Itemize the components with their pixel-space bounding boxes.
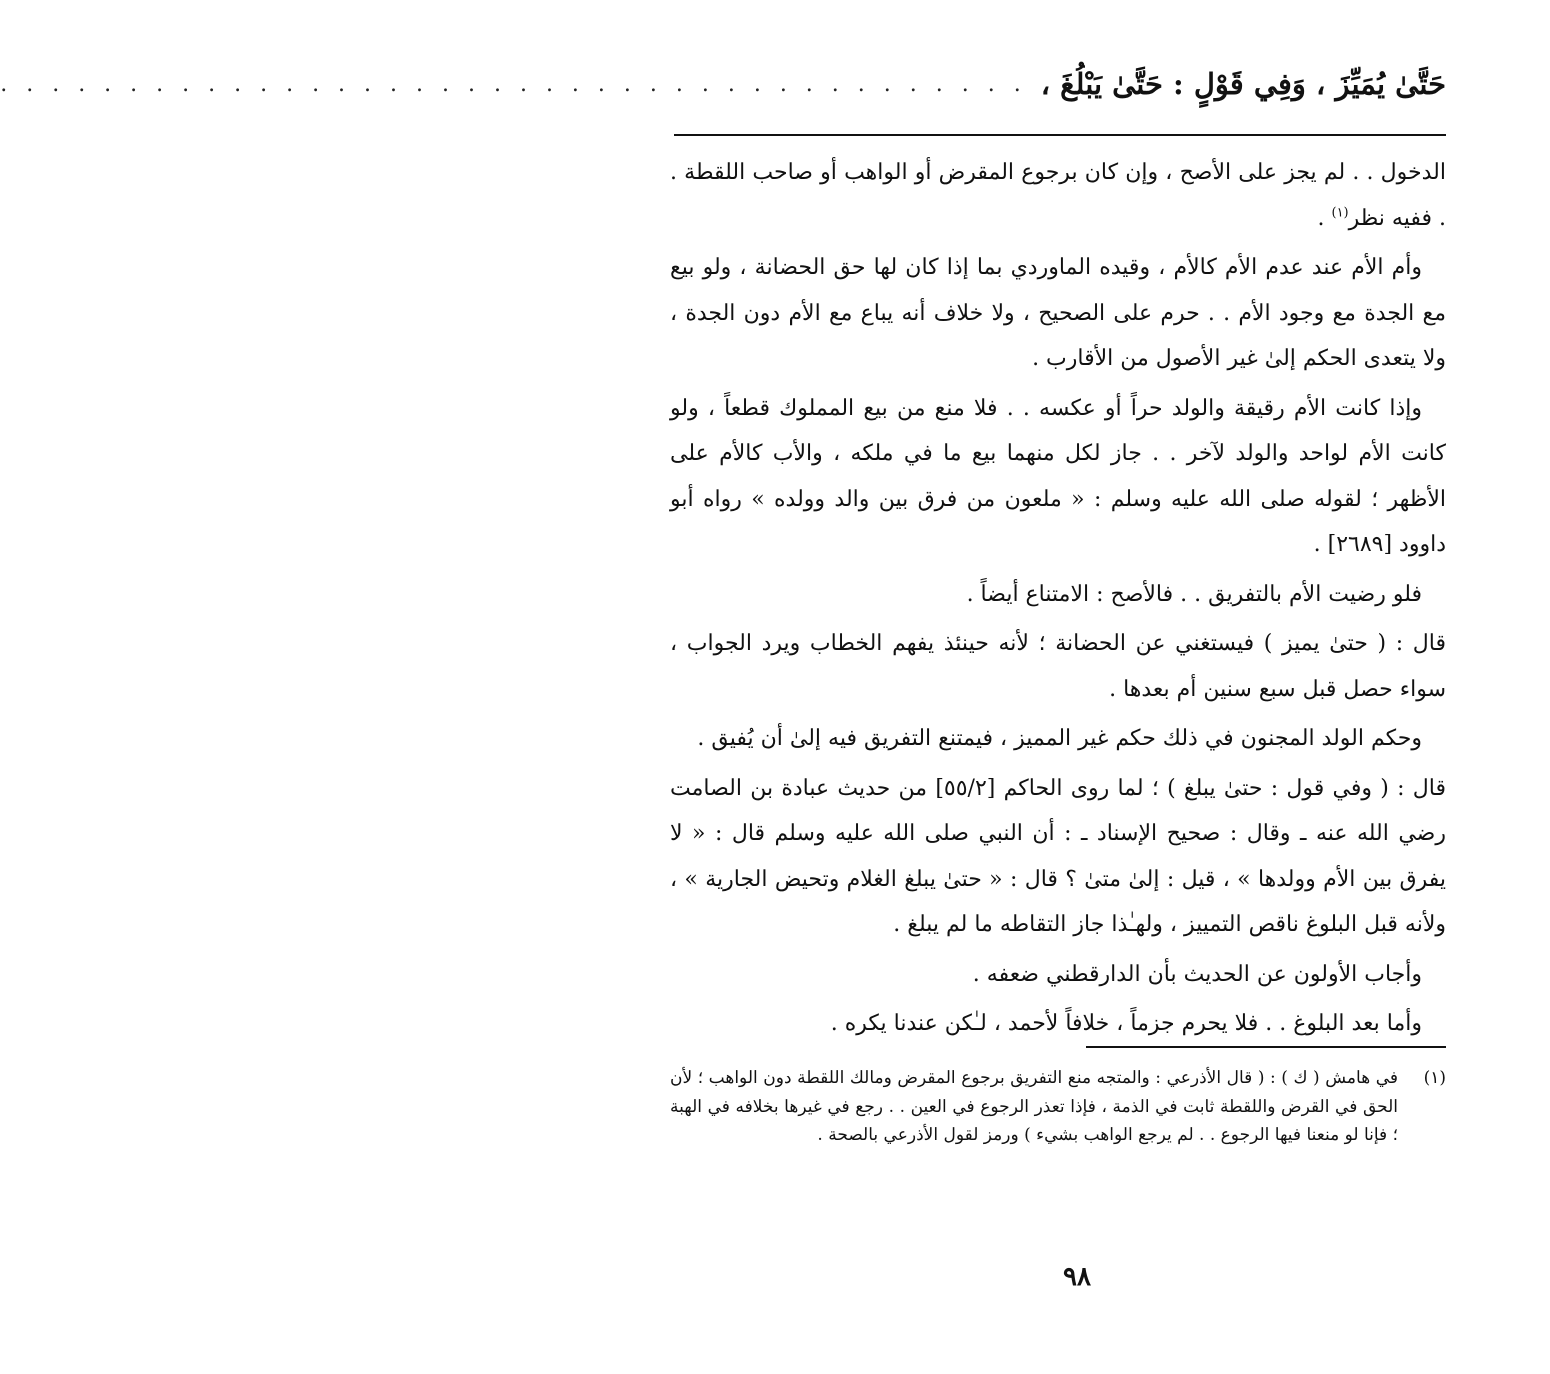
- footnotes: [670, 1064, 1446, 1150]
- running-header-title: حَتَّىٰ يُمَيِّزَ ، وَفِي قَوْلٍ : حَتَّىٰ يَبْلُغَ ،: [1040, 67, 1446, 101]
- main-text: [670, 150, 1446, 1051]
- running-header-leader-dots: . . . . . . . . . . . . . . . . . . . . . . . . . . . . . . . . . . . . . . . .: [0, 71, 1027, 97]
- footnote-number: (١): [1423, 1068, 1446, 1088]
- paragraph-tail: .: [1317, 205, 1332, 231]
- paragraph-7: قال : ( وفي قول : حتىٰ يبلغ ) ؛ لما روى الحاكم [٥٥/٢] من حديث عبادة بن الصامت رضي الله عنه ـ وقال : صحيح الإسناد ـ : أن النبي صلى الله عليه وسلم قال : « لا يفرق بين الأم وولدها » ، قيل : إلىٰ متىٰ ؟ قال : « حتىٰ يبلغ الغلام وتحيض الجارية » ، ولأنه قبل البلوغ ناقص التمييز ، ولهـٰذا جاز التقاطه ما لم يبلغ .: [670, 775, 1446, 937]
- footnote-1: [670, 1064, 1446, 1150]
- footnote-reference[interactable]: (١): [1331, 205, 1349, 221]
- footnote-text: في هامش ( ك ) : ( قال الأذرعي : والمتجه منع التفريق برجوع المقرض ومالك اللقطة دون الواهب ؛ لأن الحق في القرض واللقطة ثابت في الذمة ، فإذا تعذر الرجوع في العين . . رجع في غيرها بخلافه في الهبة ؛ فإنا لو منعنا فيها الرجوع . . لم يرجع الواهب بشيء ) ورمز لقول الأذرعي بالصحة .: [670, 1068, 1398, 1145]
- paragraph-8: وأجاب الأولون عن الحديث بأن الدارقطني ضعفه .: [972, 961, 1422, 987]
- footnote-divider: [1086, 1046, 1446, 1048]
- paragraph-5: قال : ( حتىٰ يميز ) فيستغني عن الحضانة ؛ لأنه حينئذ يفهم الخطاب ويرد الجواب ، سواء حصل قبل سبع سنين أم بعدها .: [670, 631, 1446, 702]
- paragraph-3: وإذا كانت الأم رقيقة والولد حراً أو عكسه . . فلا منع من بيع المملوك قطعاً ، ولو كانت الأم لواحد والولد لآخر . . جاز لكل منهما بيع ما في ملكه ، والأب كالأم على الأظهر ؛ لقوله صلى الله عليه وسلم : « ملعون من فرق بين والد وولده » رواه أبو داوود [٢٦٨٩] .: [670, 395, 1446, 557]
- paragraph-9: وأما بعد البلوغ . . فلا يحرم جزماً ، خلافاً لأحمد ، لـٰكن عندنا يكره .: [830, 1011, 1422, 1036]
- paragraph-text: الدخول . . لم يجز على الأصح ، وإن كان برجوع المقرض أو الواهب أو صاحب اللقطة . . ففيه نظر: [670, 160, 1446, 231]
- paragraph-6: وحكم الولد المجنون في ذلك حكم غير المميز ، فيمتنع التفريق فيه إلىٰ أن يُفيق .: [697, 726, 1422, 751]
- paragraph-2: وأم الأم عند عدم الأم كالأم ، وقيده الماوردي بما إذا كان لها حق الحضانة ، ولو بيع مع الجدة مع وجود الأم . . حرم على الصحيح ، ولا خلاف أنه يباع مع الأم دون الجدة ، ولا يتعدى الحكم إلىٰ غير الأصول من الأقارب .: [670, 255, 1446, 371]
- header-divider: [674, 134, 1446, 136]
- paragraph-4: فلو رضيت الأم بالتفريق . . فالأصح : الامتناع أيضاً .: [966, 581, 1422, 607]
- paragraph-1: [670, 150, 1446, 241]
- page-number: ٩٨: [1063, 1262, 1091, 1292]
- running-header: [0, 62, 1446, 106]
